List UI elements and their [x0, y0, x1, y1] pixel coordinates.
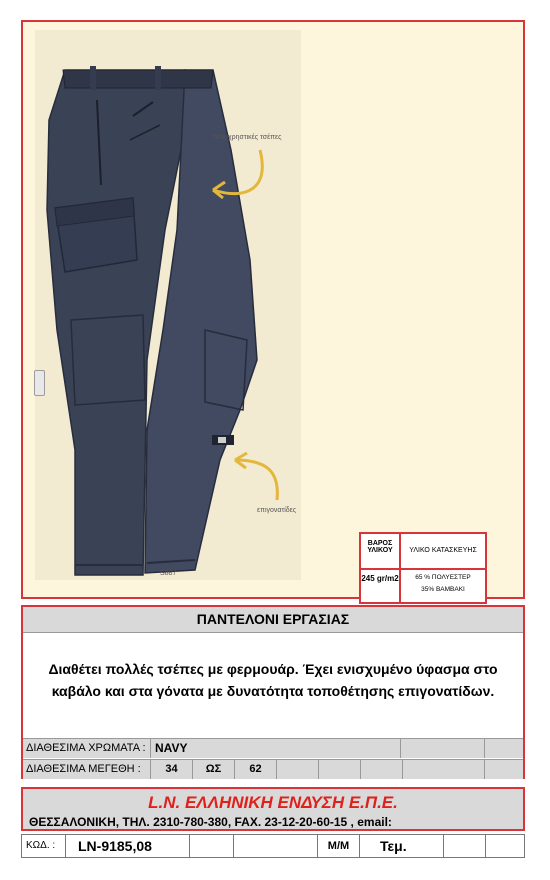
- size-empty-cell: [485, 760, 523, 779]
- size-empty-cell: [361, 760, 403, 779]
- size-empty-cell: [277, 760, 319, 779]
- size-empty-cell: [403, 760, 485, 779]
- pockets-label: Πολυχρηστικές τσέπες: [212, 134, 282, 141]
- code-label: ΚΩΔ. :: [22, 835, 66, 857]
- company-contact: ΘΕΣΣΑΛΟΝΙΚΗ, ΤΗΛ. 2310-780-380, FAX. 23-12-20-60-15 , email:: [29, 815, 392, 829]
- size-from: 34: [151, 760, 193, 779]
- company-block: [21, 787, 525, 831]
- scroll-handle[interactable]: [34, 370, 45, 396]
- material-line-1: 65 % ΠΟΛΥΕΣΤΕΡ: [415, 574, 471, 581]
- kneepads-label: επιγονατίδες: [257, 507, 297, 514]
- size-to: 62: [235, 760, 277, 779]
- size-empty-cell: [319, 760, 361, 779]
- sizes-label: ΔΙΑΘΕΣΙΜΑ ΜΕΓΕΘΗ :: [23, 760, 151, 779]
- code-empty-cell: [486, 835, 524, 857]
- colors-empty-cell-2: [485, 739, 523, 758]
- code-empty-cell: [444, 835, 486, 857]
- unit-value: Τεμ.: [360, 835, 444, 857]
- size-separator: ΩΣ: [193, 760, 235, 779]
- material-line-2: 35% ΒΑΜΒΑΚΙ: [421, 586, 465, 593]
- colors-value: NAVY: [151, 739, 401, 758]
- colors-label: ΔΙΑΘΕΣΙΜΑ ΧΡΩΜΑΤΑ :: [23, 739, 151, 758]
- colors-row: [23, 738, 523, 758]
- trousers-image: [35, 30, 301, 580]
- code-empty-cell: [190, 835, 234, 857]
- material-header: ΥΛΙΚΟ ΚΑΤΑΣΚΕΥΗΣ: [401, 534, 485, 570]
- unit-label: Μ/Μ: [318, 835, 360, 857]
- product-photo: [35, 30, 301, 580]
- weight-value: 245 gr/m2: [361, 570, 401, 602]
- colors-empty-cell: [401, 739, 485, 758]
- weight-header: ΒΑΡΟΣ ΥΛΙΚΟΥ: [361, 534, 401, 570]
- sizes-row: [23, 759, 523, 779]
- code-value: LN-9185,08: [66, 835, 190, 857]
- product-panel: [21, 20, 525, 599]
- model-code: S887: [160, 570, 177, 577]
- company-name: L.N. ΕΛΛΗΝΙΚΗ ΕΝΔΥΣΗ Ε.Π.Ε.: [148, 793, 398, 812]
- product-description: Διαθέτει πολλές τσέπες με φερμουάρ. Έχει ενισχυμένο ύφασμα στο καβάλο και στα γόνατα με δυνατότητα τοποθέτησης επιγονατίδων.: [48, 661, 498, 699]
- product-title: ΠΑΝΤΕΛΟΝΙ ΕΡΓΑΣΙΑΣ: [23, 607, 523, 633]
- spec-table: [359, 532, 487, 604]
- description-block: [21, 605, 525, 779]
- code-empty-cell: [234, 835, 318, 857]
- code-row: [21, 834, 525, 858]
